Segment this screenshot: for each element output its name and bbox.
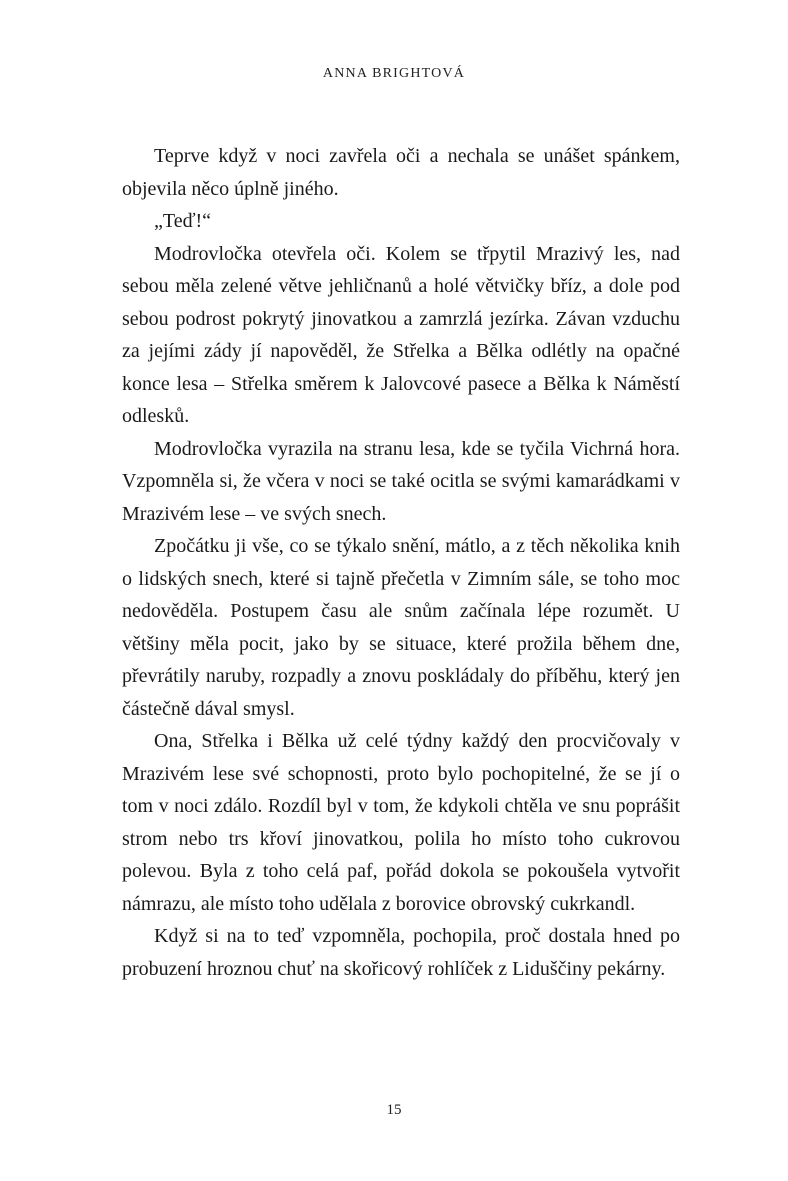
paragraph-5: Zpočátku ji vše, co se týkalo snění, mátlo, a z těch několika knih o lidských snech, které si tajně přečetla v Zimním sále, se toho moc nedověděla. Postupem času ale snům začínala lépe rozumět. U většiny měla pocit, jako by se situace, které prožila během dne, převrátily naruby, rozpadly a znovu poskládaly do příběhu, který jen částečně dával smysl. — [122, 535, 680, 720]
paragraph-6: Ona, Střelka i Bělka už celé týdny každý den procvičovaly v Mrazivém lese své schopnosti, proto bylo pochopitelné, že se jí o tom v noci zdálo. Rozdíl byl v tom, že kdykoli chtěla ve snu poprášit strom nebo trs křoví jinovatkou, polila ho místo toho cukrovou polevou. Byla z toho celá paf, pořád dokola se pokoušela vytvořit námrazu, ale místo toho udělala z borovice obrovský cukrkandl. — [122, 730, 680, 915]
paragraph-4: Modrovločka vyrazila na stranu lesa, kde se tyčila Vichrná hora. Vzpomněla si, že včera v noci se také ocitla se svými kamarádkami v Mrazivém lese – ve svých snech. — [122, 437, 680, 525]
body-text — [122, 140, 680, 985]
paragraph-3: Modrovločka otevřela oči. Kolem se třpytil Mrazivý les, nad sebou měla zelené větve jehličnanů a holé větvičky bříz, a dole pod sebou podrost pokrytý jinovatkou a zamrzlá jezírka. Závan vzduchu za jejími zády jí napověděl, že Střelka a Bělka odlétly na opačné konce lesa – Střelka směrem k Jalovcové pasece a Bělka k Náměstí odlesků. — [122, 242, 680, 427]
paragraph-2: „Teď!“ — [154, 210, 212, 232]
running-head-author: ANNA BRIGHTOVÁ — [322, 66, 466, 81]
paragraph-1: Teprve když v noci zavřela oči a nechala se unášet spánkem, objevila něco úplně jiného. — [122, 145, 680, 200]
paragraph-7: Když si na to teď vzpomněla, pochopila, proč dostala hned po probuzení hroznou chuť na skořicový rohlíček z Liduščiny pekárny. — [122, 925, 680, 980]
page-number: 15 — [386, 1102, 402, 1118]
